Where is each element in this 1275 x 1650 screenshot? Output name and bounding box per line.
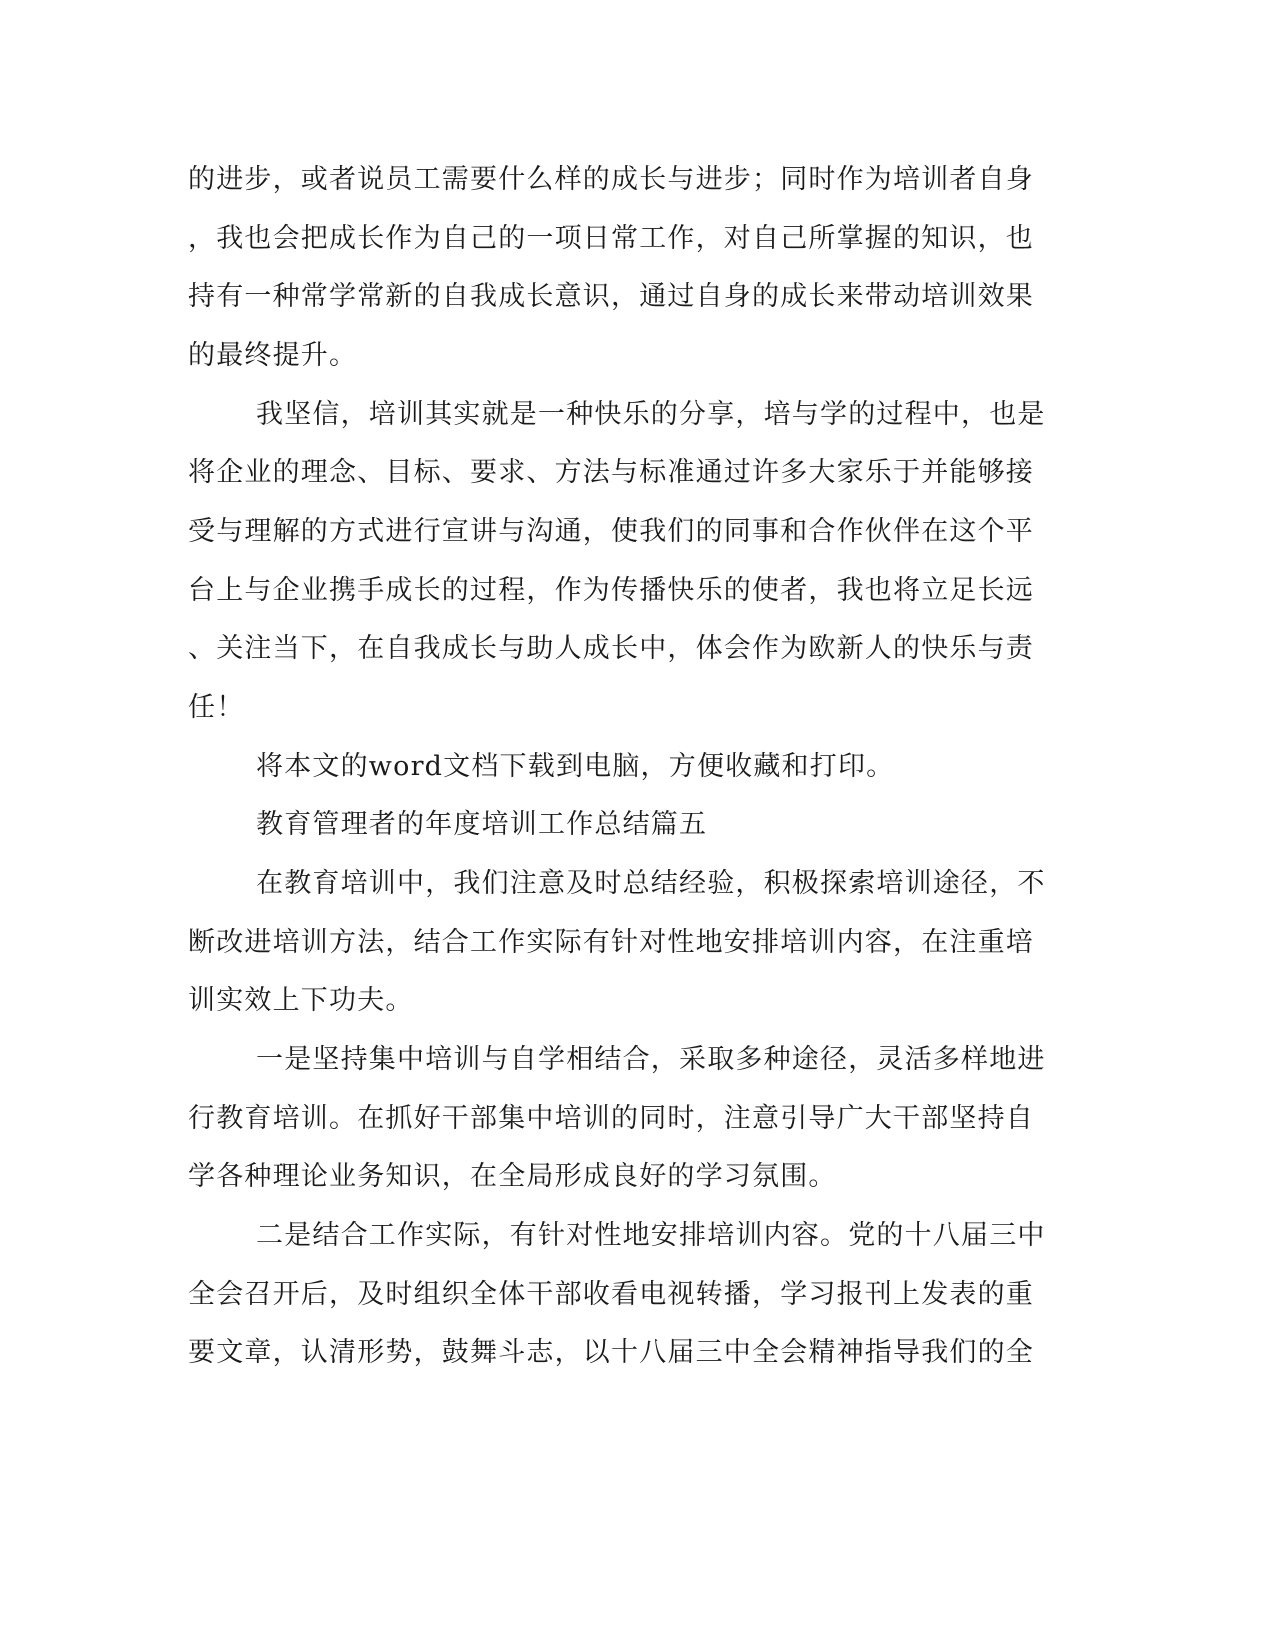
text-line: 全会召开后，及时组织全体干部收看电视转播，学习报刊上发表的重 <box>188 1279 1034 1310</box>
text-line: 持有一种常学常新的自我成长意识，通过自身的成长来带动培训效果 <box>188 281 1034 312</box>
text-line: 受与理解的方式进行宣讲与沟通，使我们的同事和合作伙伴在这个平 <box>188 516 1034 547</box>
text-line: 的进步，或者说员工需要什么样的成长与进步；同时作为培训者自身 <box>188 164 1034 195</box>
text-line: 行教育培训。在抓好干部集中培训的同时，注意引导广大干部坚持自 <box>188 1103 1034 1134</box>
paragraph-first-line: 二是结合工作实际，有针对性地安排培训内容。党的十八届三中 <box>256 1220 1046 1251</box>
text-line: 学各种理论业务知识，在全局形成良好的学习氛围。 <box>188 1161 837 1192</box>
text-line: ，我也会把成长作为自己的一项日常工作，对自己所掌握的知识，也 <box>188 223 1034 254</box>
text-line: 、关注当下，在自我成长与助人成长中，体会作为欧新人的快乐与责 <box>188 633 1034 664</box>
text-line: 将企业的理念、目标、要求、方法与标准通过许多大家乐于并能够接 <box>188 457 1034 488</box>
text-line: 的最终提升。 <box>188 340 358 371</box>
paragraph-first-line: 一是坚持集中培训与自学相结合，采取多种途径，灵活多样地进 <box>256 1044 1046 1075</box>
paragraph-first-line: 在教育培训中，我们注意及时总结经验，积极探索培训途径，不 <box>256 868 1046 899</box>
section-heading: 教育管理者的年度培训工作总结篇五 <box>256 809 708 840</box>
text-line: 任！ <box>188 692 245 723</box>
text-line: 训实效上下功夫。 <box>188 985 414 1016</box>
text-line: 断改进培训方法，结合工作实际有针对性地安排培训内容，在注重培 <box>188 927 1034 958</box>
text-line: 台上与企业携手成长的过程，作为传播快乐的使者，我也将立足长远 <box>188 575 1034 606</box>
download-note: 将本文的word文档下载到电脑，方便收藏和打印。 <box>256 751 895 782</box>
text-line: 要文章，认清形势，鼓舞斗志，以十八届三中全会精神指导我们的全 <box>188 1337 1034 1368</box>
paragraph-first-line: 我坚信，培训其实就是一种快乐的分享，培与学的过程中，也是 <box>256 399 1046 430</box>
